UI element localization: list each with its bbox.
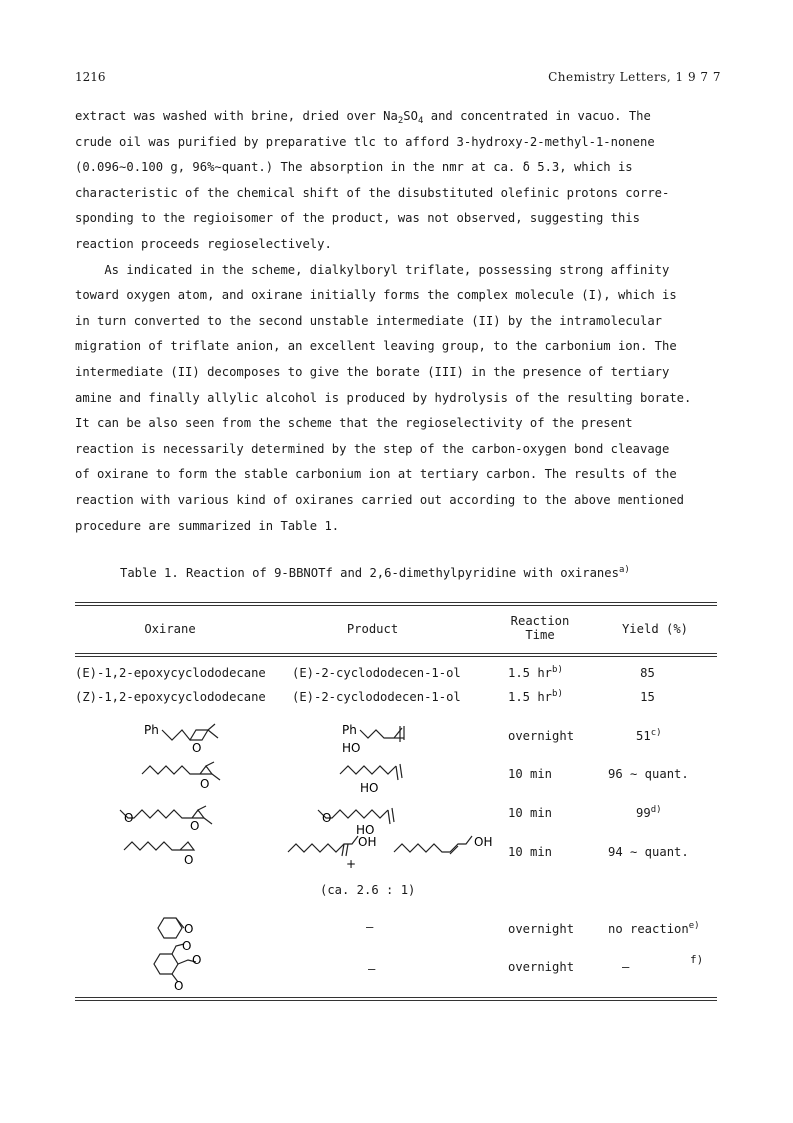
table-row-time: overnight — [508, 922, 575, 936]
skeleton-bonds — [124, 842, 194, 850]
table-row-yield: 96 ∼ quant. — [608, 767, 689, 781]
journal-title: Chemistry Letters, 1 9 7 7 — [548, 70, 721, 84]
plus-sign: + — [346, 857, 357, 871]
epoxide-o: O — [192, 741, 202, 755]
epoxide-o: O — [190, 819, 200, 833]
table-row-time: 10 min — [508, 806, 553, 820]
epoxide-bond — [176, 918, 184, 928]
methyl-bond — [212, 774, 220, 780]
body-line: procedure are summarized in Table 1. — [75, 518, 340, 533]
ether-o: O — [124, 811, 134, 825]
body-line: reaction with various kind of oxiranes carried out according to the above mentioned — [75, 492, 685, 507]
body-line: (0.096∼0.100 g, 96%∼quant.) The absorption in the nmr at ca. δ 5.3, which is — [75, 160, 633, 175]
body-line: of oxirane to form the stable carbonium ion at tertiary carbon. The results of the — [75, 467, 677, 482]
table-row-product: – — [366, 920, 374, 934]
methoxy-o: O — [192, 953, 202, 967]
table-row-oxirane: (Z)-1,2-epoxycyclododecane — [75, 690, 266, 704]
body-line: As indicated in the scheme, dialkylboryl triflate, possessing strong affinity — [75, 262, 670, 277]
header-yield: Yield (%) — [621, 622, 689, 636]
ph-label: Ph — [144, 723, 159, 737]
header-time: Reaction — [510, 614, 570, 628]
body-line: reaction proceeds regioselectively. — [75, 236, 332, 251]
table-row-yield: 94 ∼ quant. — [608, 845, 689, 859]
product-structure — [286, 836, 386, 876]
table-row-yield: — — [622, 960, 630, 974]
table-row-yield: 99$^{d)}$ — [636, 805, 662, 820]
table-row-yield: no reaction$^{e)}$ — [608, 921, 700, 936]
body-line: toward oxygen atom, and oxirane initially forms the complex molecule (I), which is — [75, 288, 677, 303]
methyl-bond — [208, 724, 215, 730]
product-structure — [338, 722, 428, 764]
product-structure — [316, 800, 416, 840]
table-row-product: (E)-2-cyclododecen-1-ol — [292, 690, 461, 704]
oxirane-structure — [140, 762, 235, 798]
oxirane-structure — [140, 722, 230, 762]
skeleton-bonds — [162, 730, 208, 740]
body-line: extract was washed with brine, dried over $Na_2SO_4$ and concentrated in vacuo. The — [75, 109, 651, 126]
skeleton-bonds — [142, 766, 212, 774]
oh-label: OH — [358, 835, 377, 849]
table-row-oxirane: (E)-1,2-epoxycyclododecane — [75, 666, 266, 680]
alkene-bond — [388, 810, 390, 824]
ether-o: O — [322, 811, 332, 825]
body-line: intermediate (II) decomposes to give the borate (III) in the presence of tertiary — [75, 364, 670, 379]
table-row-time: overnight — [508, 729, 575, 743]
oxirane-structure — [148, 940, 218, 992]
table-row-time: 1.5 $hr^{b)}$ — [508, 665, 563, 680]
ph-label: Ph — [342, 723, 357, 737]
table-row-time: 1.5 $hr^{b)}$ — [508, 689, 563, 704]
body-line: reaction is necessarily determined by the step of the carbon-oxygen bond cleavage — [75, 441, 670, 456]
body-line: amine and finally allylic alcohol is produced by hydrolysis of the resulting borate. — [75, 390, 692, 405]
alkene-bond — [400, 764, 402, 778]
ho-label: HO — [356, 823, 375, 837]
product-structure — [392, 836, 496, 866]
table-row-time: overnight — [508, 960, 575, 974]
oxirane-structure — [118, 800, 238, 836]
methyl-bond — [208, 730, 218, 738]
table-row-yield-note: f) — [690, 953, 704, 966]
ho-label: HO — [360, 781, 379, 795]
ho-label: HO — [342, 741, 361, 755]
epoxide-o: O — [200, 777, 210, 791]
table-row-yield: 15 — [640, 690, 655, 704]
epoxide-o: O — [184, 922, 194, 936]
alkene-bond — [396, 766, 398, 780]
table-row-product: (E)-2-cyclododecen-1-ol — [292, 666, 461, 680]
table-row-yield: 51$^{c)}$ — [636, 728, 662, 743]
body-line: crude oil was purified by preparative tlc to afford 3-hydroxy-2-methyl-1-nonene — [75, 134, 655, 149]
epoxide-o: O — [174, 979, 184, 993]
header-oxirane: Oxirane — [144, 622, 196, 636]
table-row-product: – — [368, 962, 376, 976]
product-structure — [338, 762, 428, 802]
alkene-bond — [392, 808, 394, 822]
methoxy-o: O — [182, 939, 192, 953]
table-row-time: 10 min — [508, 767, 553, 781]
skeleton-bonds — [394, 836, 472, 852]
methyl-bond — [204, 818, 212, 824]
body-line: in turn converted to the second unstable intermediate (II) by the intramolecular — [75, 313, 662, 328]
skeleton-bonds — [340, 766, 396, 774]
body-line: characteristic of the chemical shift of the disubstituted olefinic protons corre- — [75, 185, 670, 200]
skeleton-bonds — [360, 728, 402, 738]
table-row-yield: 85 — [640, 666, 655, 680]
header-product: Product — [346, 622, 399, 636]
table-row-time: 10 min — [508, 845, 553, 859]
body-line: sponding to the regioisomer of the product, was not observed, suggesting this — [75, 211, 640, 226]
methyl-bond — [198, 806, 206, 810]
product-ratio: (ca. 2.6 : 1) — [320, 883, 416, 897]
body-line: It can be also seen from the scheme that the regioselectivity of the present — [75, 416, 633, 431]
oh-label: OH — [474, 835, 493, 849]
page-number: 1216 — [75, 70, 106, 84]
oxirane-structure — [122, 838, 212, 874]
header-time-2: Time — [525, 628, 555, 642]
methyl-bond — [206, 762, 214, 766]
cyclohexane-ring — [154, 954, 178, 974]
body-line: migration of triflate anion, an excellent leaving group, to the carbonium ion. The — [75, 339, 677, 354]
epoxide-o: O — [184, 853, 194, 867]
table-caption: Table 1. Reaction of 9-BBNOTf and 2,6-dimethylpyridine with oxiranes$^{a)}$ — [120, 565, 630, 580]
alkene-bond — [346, 844, 348, 856]
